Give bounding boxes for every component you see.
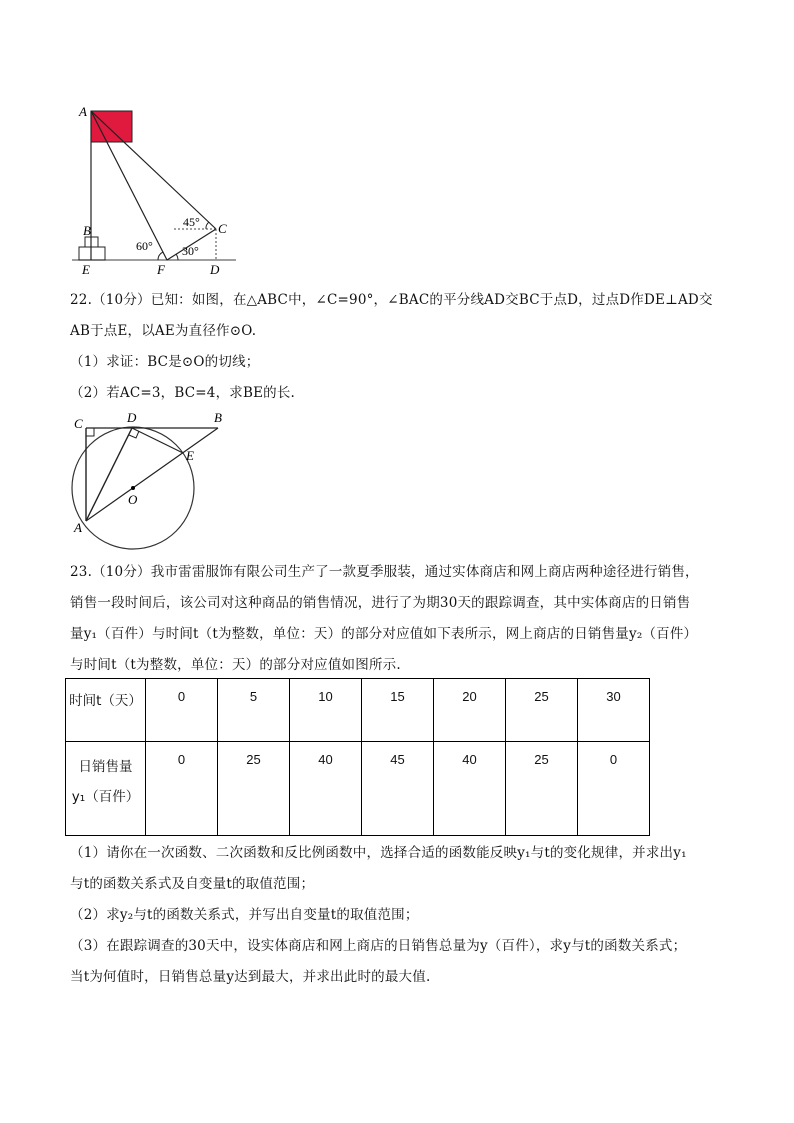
arc-30 bbox=[176, 254, 178, 260]
label-B: B bbox=[83, 223, 91, 238]
label-C: C bbox=[218, 221, 227, 236]
figure-circle-diagram bbox=[65, 408, 235, 557]
right-angle-C bbox=[86, 428, 94, 436]
label-angle-60: 60° bbox=[136, 239, 153, 253]
q22-line-2: AB于点E，以AE为直径作⊙O. bbox=[70, 323, 257, 339]
q23-line-3: 量y₁（百件）与时间t（t为整数，单位：天）的部分对应值如下表所示，网上商店的日销售量y₂（百件） bbox=[70, 626, 698, 642]
table-header-y1 bbox=[66, 742, 146, 836]
table-cell-t: 10 bbox=[290, 679, 362, 742]
table-cell-t: 0 bbox=[146, 679, 218, 742]
q23-part-1a: （1）请你在一次函数、二次函数和反比例函数中，选择合适的函数能反映y₁与t的变化规律，并求出y₁ bbox=[70, 845, 687, 861]
q23-part-3b: 当t为何值时，日销售总量y达到最大，并求出此时的最大值. bbox=[70, 969, 431, 985]
table-cell-y1: 40 bbox=[434, 742, 506, 836]
arc-45 bbox=[206, 222, 209, 229]
table-header-time: 时间t（天） bbox=[66, 679, 146, 742]
q22-line-1: 22.（10分）已知：如图，在△ABC中，∠C=90°，∠BAC的平分线AD交BC于点D，过点D作DE⊥AD交 bbox=[70, 292, 713, 308]
q22-part-1: （1）求证：BC是⊙O的切线； bbox=[70, 354, 260, 370]
table-cell-y1: 25 bbox=[506, 742, 578, 836]
q23-line-4: 与时间t（t为整数，单位：天）的部分对应值如图所示. bbox=[70, 657, 401, 673]
sales-table bbox=[65, 678, 650, 836]
table-cell-y1: 0 bbox=[146, 742, 218, 836]
table-cell-t: 15 bbox=[362, 679, 434, 742]
label-E2: E bbox=[186, 448, 194, 463]
table-cell-t: 20 bbox=[434, 679, 506, 742]
q23-part-3a: （3）在跟踪调查的30天中，设实体商店和网上商店的日销售总量为y（百件），求y与t的函数关系式； bbox=[70, 938, 687, 954]
table-cell-t: 5 bbox=[218, 679, 290, 742]
label-D2: D bbox=[127, 410, 137, 425]
table-row-y1 bbox=[66, 742, 650, 836]
table-cell-y1: 25 bbox=[218, 742, 290, 836]
table-cell-y1: 40 bbox=[290, 742, 362, 836]
label-A2: A bbox=[74, 520, 82, 535]
arc-60 bbox=[158, 252, 163, 260]
q22-part-2: （2）若AC=3，BC=4，求BE的长. bbox=[70, 385, 296, 401]
label-E: E bbox=[82, 262, 90, 277]
billboard-rect bbox=[91, 111, 132, 142]
table-cell-y1: 45 bbox=[362, 742, 434, 836]
label-D: D bbox=[210, 262, 220, 277]
label-angle-45: 45° bbox=[183, 215, 200, 229]
q23-line-1: 23.（10分）我市雷雷服饰有限公司生产了一款夏季服装，通过实体商店和网上商店两种途径进行销售， bbox=[70, 564, 699, 580]
table-header-y1-line-b: y₁（百件） bbox=[71, 789, 140, 805]
segment-AB bbox=[86, 428, 218, 521]
q23-part-2: （2）求y₂与t的函数关系式，并写出自变量t的取值范围； bbox=[70, 907, 419, 923]
table-cell-t: 30 bbox=[578, 679, 650, 742]
table-cell-y1: 0 bbox=[578, 742, 650, 836]
label-B2: B bbox=[214, 410, 222, 425]
center-point-O bbox=[131, 486, 135, 490]
figure-elevation-diagram bbox=[70, 100, 245, 284]
label-C2: C bbox=[74, 416, 83, 431]
circle-diagram-svg bbox=[65, 408, 235, 553]
label-F: F bbox=[157, 262, 165, 277]
label-O2: O bbox=[128, 492, 138, 507]
label-angle-30: 30° bbox=[182, 244, 199, 258]
table-cell-t: 25 bbox=[506, 679, 578, 742]
segment-AC bbox=[91, 111, 216, 229]
label-A: A bbox=[79, 104, 87, 119]
table-row-time bbox=[66, 679, 650, 742]
table-header-y1-line-a: 日销售量 bbox=[78, 759, 133, 775]
box-bottom bbox=[79, 247, 105, 260]
q23-part-1b: 与t的函数关系式及自变量t的取值范围； bbox=[70, 876, 315, 892]
q23-line-2: 销售一段时间后，该公司对这种商品的销售情况，进行了为期30天的跟踪调查，其中实体商店的日销售 bbox=[70, 595, 691, 611]
elevation-diagram-svg bbox=[70, 100, 245, 280]
